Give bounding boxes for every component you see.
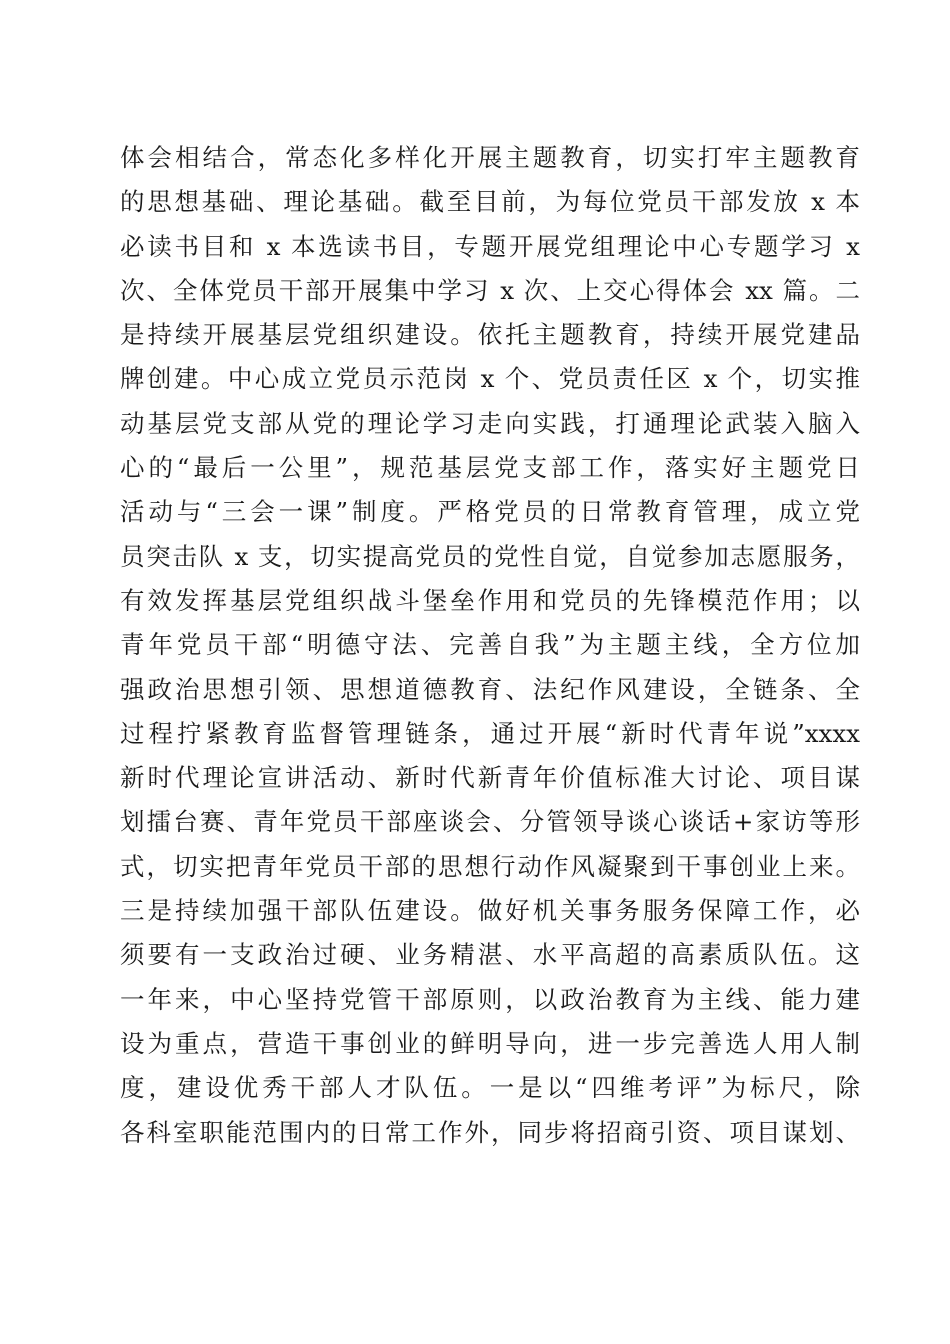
text-line: 式，切实把青年党员干部的思想行动作风凝聚到干事创业上来。 xyxy=(120,851,860,881)
text-line: 划擂台赛、青年党员干部座谈会、分管领导谈心谈话+家访等形 xyxy=(120,807,860,837)
text-line: 度，建设优秀干部人才队伍。一是以“四维考评”为标尺，除 xyxy=(120,1073,860,1103)
text-line: 过程拧紧教育监督管理链条，通过开展“新时代青年说”xxxx xyxy=(120,718,860,748)
text-line: 设为重点，营造干事创业的鲜明导向，进一步完善选人用人制 xyxy=(120,1028,860,1058)
text-line: 强政治思想引领、思想道德教育、法纪作风建设，全链条、全 xyxy=(120,674,860,704)
text-line: 各科室职能范围内的日常工作外，同步将招商引资、项目谋划、 xyxy=(120,1117,860,1147)
text-line: 活动与“三会一课”制度。严格党员的日常教育管理，成立党 xyxy=(120,497,860,527)
text-line: 一年来，中心坚持党管干部原则，以政治教育为主线、能力建 xyxy=(120,984,860,1014)
text-line: 的思想基础、理论基础。截至目前，为每位党员干部发放 x 本 xyxy=(120,187,860,217)
text-line: 须要有一支政治过硬、业务精湛、水平高超的高素质队伍。这 xyxy=(120,940,860,970)
text-line: 员突击队 x 支，切实提高党员的党性自觉，自觉参加志愿服务， xyxy=(120,541,860,571)
text-line: 动基层党支部从党的理论学习走向实践，打通理论武装入脑入 xyxy=(120,408,860,438)
text-line: 次、全体党员干部开展集中学习 x 次、上交心得体会 xx 篇。二 xyxy=(120,275,860,305)
text-line: 牌创建。中心成立党员示范岗 x 个、党员责任区 x 个，切实推 xyxy=(120,364,860,394)
text-line: 新时代理论宣讲活动、新时代新青年价值标准大讨论、项目谋 xyxy=(120,763,860,793)
body-paragraph xyxy=(120,136,860,1155)
text-line: 三是持续加强干部队伍建设。做好机关事务服务保障工作，必 xyxy=(120,896,860,926)
text-line: 青年党员干部“明德守法、完善自我”为主题主线，全方位加 xyxy=(120,630,860,660)
text-line: 是持续开展基层党组织建设。依托主题教育，持续开展党建品 xyxy=(120,320,860,350)
text-line: 有效发挥基层党组织战斗堡垒作用和党员的先锋模范作用；以 xyxy=(120,585,860,615)
text-line: 心的“最后一公里”，规范基层党支部工作，落实好主题党日 xyxy=(120,453,860,483)
text-line: 必读书目和 x 本选读书目，专题开展党组理论中心专题学习 x xyxy=(120,231,860,261)
text-line: 体会相结合，常态化多样化开展主题教育，切实打牢主题教育 xyxy=(120,143,860,172)
